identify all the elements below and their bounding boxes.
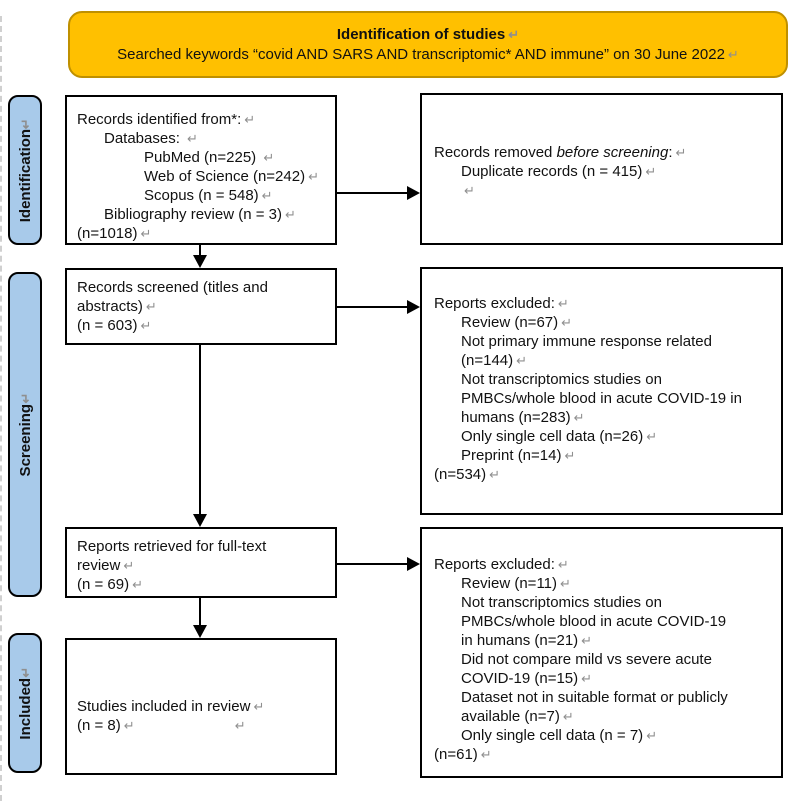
header-subtitle: Searched keywords “covid AND SARS AND transcriptomic* AND immune” on 30 June 2022: [117, 45, 725, 63]
arrow-retrieved-to-excluded: [337, 563, 408, 565]
arrowhead-down-icon: [193, 255, 207, 268]
return-mark: ↵: [17, 392, 33, 404]
return-mark: ↵: [727, 46, 739, 62]
text-line: [77, 556, 331, 575]
text-segment: before screening: [556, 144, 669, 161]
text-line: [77, 278, 331, 297]
text-segment: Not primary immune response related: [461, 333, 712, 350]
text-line: [434, 162, 777, 181]
text-line: [77, 297, 331, 316]
text-segment: Web of Science (n=242): [144, 168, 306, 185]
text-line: [434, 181, 777, 200]
text-segment: Scopus (n = 548): [144, 187, 259, 204]
return-mark: ↵: [17, 666, 33, 678]
text-segment: (n = 8): [77, 717, 121, 734]
return-mark: ↵: [480, 747, 492, 762]
return-mark: ↵: [581, 671, 593, 686]
text-segment: Bibliography review (n = 3): [104, 206, 283, 223]
text-segment: Databases:: [104, 130, 185, 147]
text-line: [77, 148, 331, 167]
stage-label: Included: [16, 677, 34, 740]
text-line: [434, 313, 777, 332]
text-line: [77, 537, 331, 556]
text-line: [434, 593, 777, 612]
box-reports-retrieved: [65, 527, 337, 598]
text-segment: Reports excluded:: [434, 556, 555, 573]
text-segment: (n = 603): [77, 317, 138, 334]
arrowhead-right-icon: [407, 557, 420, 571]
text-segment: PubMed (n=225): [144, 149, 261, 166]
arrowhead-down-icon: [193, 625, 207, 638]
text-line: [77, 697, 331, 716]
box-reports-excluded-screening: [420, 267, 783, 515]
text-segment: Reports retrieved for full-text: [77, 538, 267, 555]
text-segment: abstracts): [77, 298, 143, 315]
return-mark: ↵: [17, 117, 33, 129]
text-line: [434, 332, 777, 351]
arrow-identified-to-removed: [337, 192, 408, 194]
text-segment: Only single cell data (n=26): [461, 428, 644, 445]
text-line: [434, 143, 777, 162]
text-line: [434, 370, 777, 389]
text-line: [434, 745, 777, 764]
box-records-removed: [420, 93, 783, 245]
header-title-line: [337, 25, 519, 45]
text-segment: review: [77, 557, 121, 574]
text-segment: Not transcriptomics studies on: [461, 594, 662, 611]
return-mark: ↵: [562, 709, 574, 724]
return-mark: ↵: [581, 633, 593, 648]
text-line: [434, 707, 777, 726]
return-mark: ↵: [489, 467, 501, 482]
text-segment: Studies included in review: [77, 698, 251, 715]
text-line: [434, 389, 777, 408]
text-segment: (n=1018): [77, 225, 138, 242]
box-records-screened: [65, 268, 337, 345]
return-mark: ↵: [573, 410, 585, 425]
return-mark: ↵: [140, 318, 152, 333]
text-segment: PMBCs/whole blood in acute COVID-19: [461, 613, 727, 630]
text-line: [434, 650, 777, 669]
arrowhead-right-icon: [407, 186, 420, 200]
stage-label-text: [17, 118, 34, 222]
text-segment: COVID-19 (n=15): [461, 670, 579, 687]
return-mark: ↵: [645, 164, 657, 179]
text-segment: PMBCs/whole blood in acute COVID-19 in: [461, 390, 742, 407]
return-mark: ↵: [261, 188, 273, 203]
text-segment: Records removed: [434, 144, 557, 161]
return-mark: ↵: [508, 26, 520, 42]
text-segment: Only single cell data (n = 7): [461, 727, 644, 744]
text-segment: humans (n=283): [461, 409, 571, 426]
text-segment: Duplicate records (n = 415): [461, 163, 643, 180]
return-mark: ↵: [560, 576, 571, 591]
text-line: [434, 631, 777, 650]
return-mark: ↵: [187, 131, 198, 146]
text-line: [434, 726, 777, 745]
return-mark: ↵: [646, 728, 658, 743]
text-line: [434, 669, 777, 688]
text-line: [77, 129, 331, 148]
return-mark: ↵: [557, 557, 569, 572]
header-subtitle-line: [117, 45, 739, 65]
text-segment: Preprint (n=14): [461, 447, 562, 464]
text-line: [434, 688, 777, 707]
text-segment: Did not compare mild vs severe acute: [461, 651, 712, 668]
return-mark: ↵: [253, 699, 265, 714]
return-mark: ↵: [244, 112, 256, 127]
box-records-identified: [65, 95, 337, 245]
box-studies-included: [65, 638, 337, 775]
box-reports-excluded-fulltext: [420, 527, 783, 778]
return-mark: ↵: [140, 226, 152, 241]
text-segment: Not transcriptomics studies on: [461, 371, 662, 388]
return-mark: ↵: [308, 169, 319, 184]
text-line: [434, 465, 777, 484]
text-segment: (n=144): [461, 352, 514, 369]
text-segment: (n = 69): [77, 576, 130, 593]
return-mark: ↵: [557, 296, 569, 311]
stage-label: Screening: [16, 403, 34, 477]
text-segment: Records screened (titles and: [77, 279, 268, 296]
return-mark: ↵: [263, 150, 275, 165]
text-line: [434, 446, 777, 465]
text-line: [77, 205, 331, 224]
header-title: Identification of studies: [336, 25, 506, 43]
return-mark: ↵: [285, 207, 296, 222]
text-line: [77, 186, 331, 205]
arrowhead-down-icon: [193, 514, 207, 527]
header-box: [68, 11, 788, 78]
text-line: [77, 316, 331, 335]
text-segment: (n=61): [434, 746, 478, 763]
stage-label-screening: [8, 272, 42, 597]
return-mark: ↵: [516, 353, 528, 368]
stage-label: Identification: [16, 128, 34, 223]
text-segment: :: [668, 144, 673, 161]
return-mark: ↵: [561, 315, 573, 330]
stage-label-included: [8, 633, 42, 773]
text-line: [77, 110, 331, 129]
text-line: [77, 575, 331, 594]
text-line: [434, 612, 777, 631]
text-segment: Reports excluded:: [434, 295, 555, 312]
text-segment: Review (n=11): [461, 575, 558, 592]
return-mark: ↵: [132, 577, 144, 592]
text-segment: in humans (n=21): [461, 632, 579, 649]
text-line: [77, 716, 331, 735]
arrow-screened-to-retrieved: [199, 345, 201, 514]
return-mark: ↵: [464, 183, 475, 198]
return-mark: ↵: [145, 299, 157, 314]
stage-label-identification: [8, 95, 42, 245]
text-segment: available (n=7): [461, 708, 560, 725]
text-segment: Records identified from*:: [77, 111, 242, 128]
text-line: [77, 167, 331, 186]
arrow-screened-to-excluded: [337, 306, 408, 308]
text-segment: Review (n=67): [461, 314, 559, 331]
text-segment: (n=534): [434, 466, 487, 483]
arrowhead-right-icon: [407, 300, 420, 314]
return-mark: ↵: [234, 718, 246, 733]
return-mark: ↵: [123, 558, 135, 573]
return-mark: ↵: [564, 448, 576, 463]
return-mark: ↵: [646, 429, 658, 444]
stage-label-text: [17, 393, 34, 476]
return-mark: ↵: [675, 145, 687, 160]
text-line: [434, 351, 777, 370]
page-margin-line: [0, 16, 2, 801]
stage-label-text: [17, 667, 34, 740]
arrow-retrieved-to-included: [199, 598, 201, 625]
text-line: [434, 408, 777, 427]
text-line: [434, 427, 777, 446]
text-line: [434, 555, 777, 574]
text-segment: Dataset not in suitable format or publicly: [461, 689, 728, 706]
text-line: [434, 574, 777, 593]
text-line: [434, 294, 777, 313]
return-mark: ↵: [123, 718, 135, 733]
text-line: [77, 224, 331, 243]
